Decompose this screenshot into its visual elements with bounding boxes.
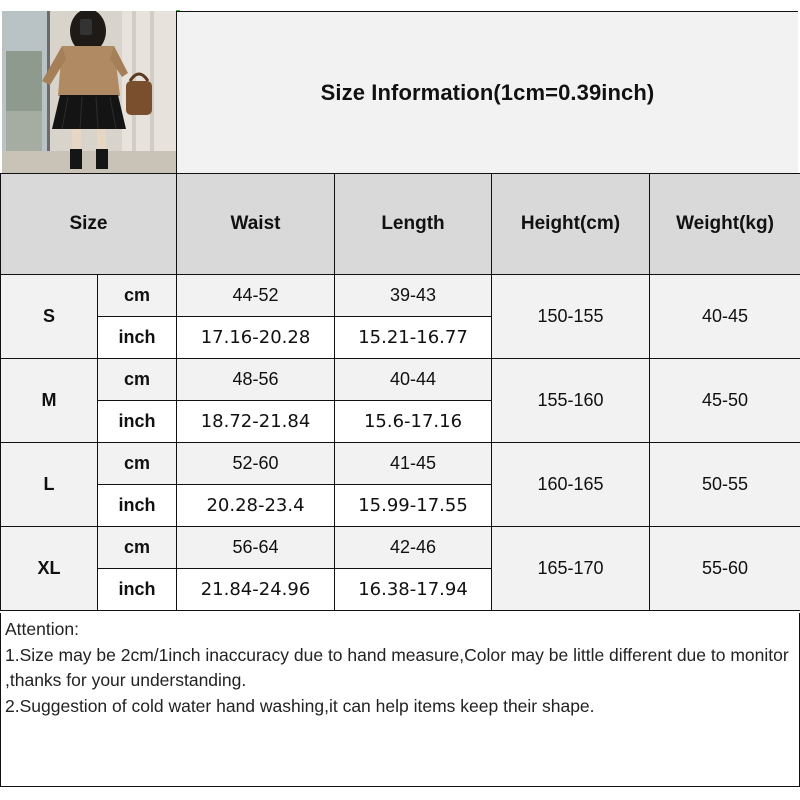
table-row — [1, 527, 800, 569]
weight-range: 50-55 — [650, 443, 800, 527]
waist-inch: 21.84-24.96 — [177, 569, 335, 611]
size-chart-table — [0, 173, 800, 611]
waist-inch: 17.16-20.28 — [177, 317, 335, 359]
page-title: Size Information(1cm=0.39inch) — [320, 79, 655, 105]
header-length: Length — [335, 174, 492, 275]
table-header-row — [1, 174, 800, 275]
weight-range: 45-50 — [650, 359, 800, 443]
waist-cm: 44-52 — [177, 275, 335, 317]
weight-range: 55-60 — [650, 527, 800, 611]
table-row — [1, 275, 800, 317]
header-height: Height(cm) — [492, 174, 650, 275]
size-label: M — [1, 359, 98, 443]
note-line-1: 1.Size may be 2cm/1inch inaccuracy due to hand measure,Color may be little different due to monitor ,thanks for your understanding. — [5, 644, 789, 690]
unit-cm: cm — [98, 443, 177, 485]
unit-cm: cm — [98, 275, 177, 317]
waist-inch: 20.28-23.4 — [177, 485, 335, 527]
waist-inch: 18.72-21.84 — [177, 401, 335, 443]
length-cm: 39-43 — [335, 275, 492, 317]
length-inch: 15.6-17.16 — [335, 401, 492, 443]
header-size: Size — [1, 174, 177, 275]
size-label: XL — [1, 527, 98, 611]
waist-cm: 56-64 — [177, 527, 335, 569]
size-label: S — [1, 275, 98, 359]
note-line-2: 2.Suggestion of cold water hand washing,it can help items keep their shape. — [5, 695, 595, 716]
size-label: L — [1, 443, 98, 527]
header-weight: Weight(kg) — [650, 174, 800, 275]
unit-inch: inch — [98, 485, 177, 527]
waist-cm: 52-60 — [177, 443, 335, 485]
unit-cm: cm — [98, 527, 177, 569]
weight-range: 40-45 — [650, 275, 800, 359]
table-row — [1, 443, 800, 485]
length-cm: 42-46 — [335, 527, 492, 569]
unit-cm: cm — [98, 359, 177, 401]
height-range: 160-165 — [492, 443, 650, 527]
length-cm: 40-44 — [335, 359, 492, 401]
length-cm: 41-45 — [335, 443, 492, 485]
header-waist: Waist — [177, 174, 335, 275]
height-range: 165-170 — [492, 527, 650, 611]
model-photo-illustration — [2, 11, 176, 173]
attention-notes — [0, 613, 800, 787]
title-box — [176, 11, 798, 173]
waist-cm: 48-56 — [177, 359, 335, 401]
product-photo — [2, 11, 176, 173]
length-inch: 15.99-17.55 — [335, 485, 492, 527]
length-inch: 15.21-16.77 — [335, 317, 492, 359]
notes-heading: Attention: — [5, 619, 79, 639]
unit-inch: inch — [98, 317, 177, 359]
unit-inch: inch — [98, 401, 177, 443]
height-range: 150-155 — [492, 275, 650, 359]
height-range: 155-160 — [492, 359, 650, 443]
table-row — [1, 359, 800, 401]
length-inch: 16.38-17.94 — [335, 569, 492, 611]
unit-inch: inch — [98, 569, 177, 611]
